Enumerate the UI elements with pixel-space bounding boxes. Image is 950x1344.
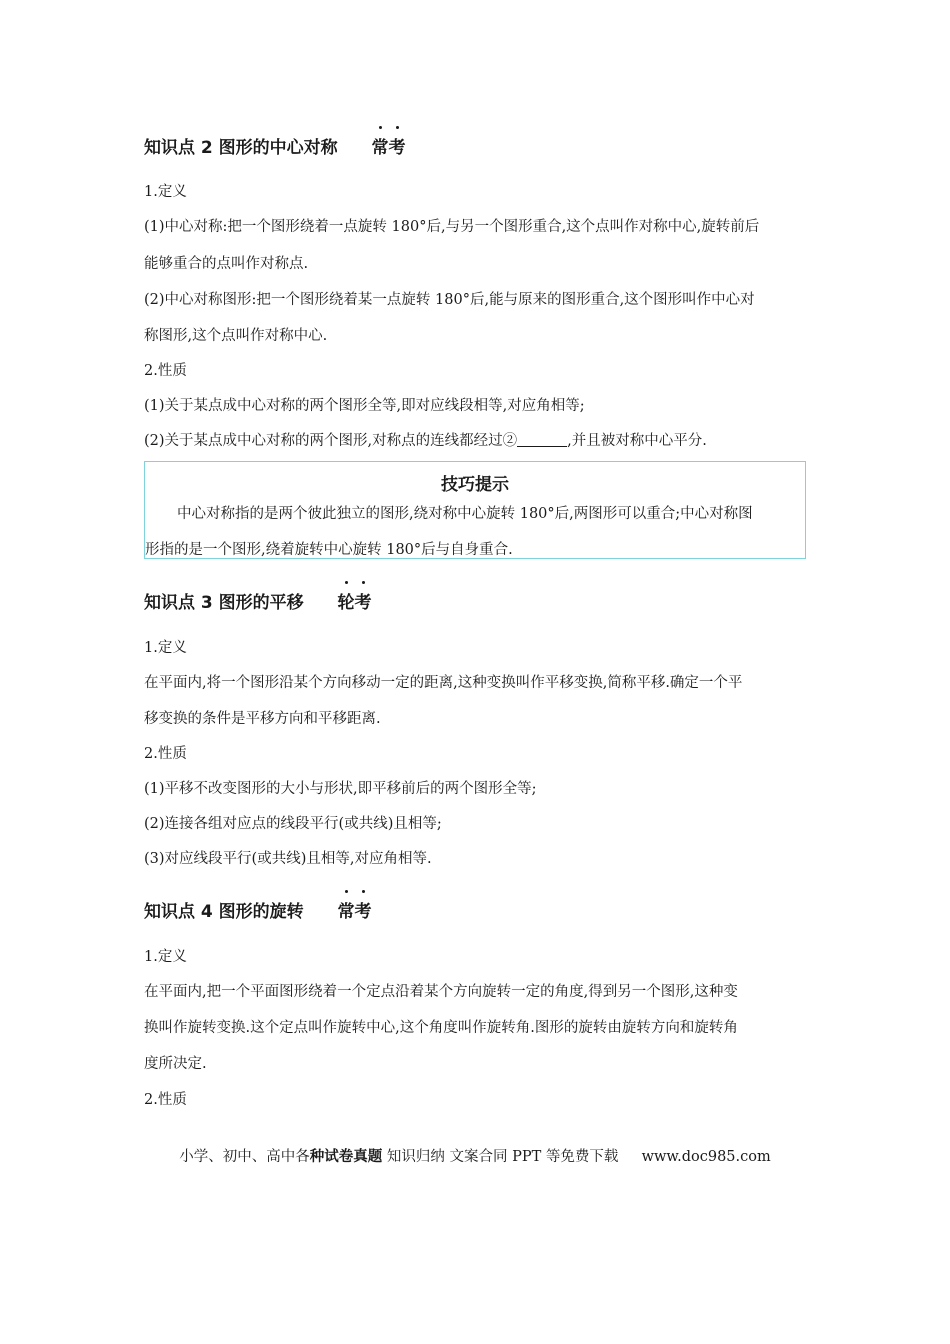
section-2-prop2-before: (2)关于某点成中心对称的两个图形,对称点的连线都经过② [144, 433, 518, 449]
section-3-prop1: (1)平移不改变图形的大小与形状,即平移前后的两个图形全等; [144, 781, 537, 797]
section-4-prop-heading: 2.性质 [144, 1092, 187, 1108]
section-2-def2-line1: (2)中心对称图形:把一个图形绕着某一点旋转 180°后,能与原来的图形重合,这个图形叫作中心对 [144, 292, 755, 308]
section-2-tag-char-2: 考 [389, 133, 406, 158]
section-4-def-line3: 度所决定. [144, 1056, 207, 1072]
section-3-tag-char-1: 轮 [338, 588, 355, 613]
tip-line1: 中心对称指的是两个彼此独立的图形,绕对称中心旋转 180°后,两图形可以重合;中心对称图 [177, 506, 753, 522]
section-3-prop-heading: 2.性质 [144, 746, 187, 762]
section-2-prop2-after: ,并且被对称中心平分. [567, 433, 707, 449]
footer-banner [0, 1145, 950, 1166]
footer-part-3: 知识归纳 [382, 1149, 450, 1165]
section-2-prop2 [144, 431, 707, 451]
section-2-def1-line2: 能够重合的点叫作对称点. [144, 256, 309, 272]
section-4-tag-char-2: 考 [355, 897, 372, 922]
section-2-def1-line1: (1)中心对称:把一个图形绕着一点旋转 180°后,与另一个图形重合,这个点叫作对称中心,旋转前后 [144, 219, 760, 235]
section-4-heading [144, 897, 372, 922]
section-3-def-line1: 在平面内,将一个图形沿某个方向移动一定的距离,这种变换叫作平移变换,简称平移.确定一个平 [144, 675, 743, 691]
section-3-title: 知识点 3 图形的平移 [144, 593, 304, 613]
tip-line2: 形指的是一个图形,绕着旋转中心旋转 180°后与自身重合. [145, 542, 513, 558]
section-3-heading [144, 588, 372, 613]
footer-part-4: 文案合同 PPT 等免费下载 [449, 1149, 619, 1165]
section-4-def-heading: 1.定义 [144, 949, 187, 965]
section-3-def-heading: 1.定义 [144, 640, 187, 656]
section-3-prop3: (3)对应线段平行(或共线)且相等,对应角相等. [144, 851, 432, 867]
section-4-title: 知识点 4 图形的旋转 [144, 902, 304, 922]
section-2-prop-heading: 2.性质 [144, 363, 187, 379]
section-4-def-line1: 在平面内,把一个平面图形绕着一个定点沿着某个方向旋转一定的角度,得到另一个图形,这种变 [144, 984, 738, 1000]
section-3-def-line2: 移变换的条件是平移方向和平移距离. [144, 711, 381, 727]
section-3-prop2: (2)连接各组对应点的线段平行(或共线)且相等; [144, 816, 442, 832]
section-3-tag-char-2: 考 [355, 588, 372, 613]
section-2-def2-line2: 称图形,这个点叫作对称中心. [144, 328, 328, 344]
tip-title: 技巧提示 [441, 475, 509, 495]
section-4-tag-char-1: 常 [338, 897, 355, 922]
section-4-def-line2: 换叫作旋转变换.这个定点叫作旋转中心,这个角度叫作旋转角.图形的旋转由旋转方向和旋转角 [144, 1020, 738, 1036]
footer-part-2: 种试卷真题 [309, 1149, 383, 1165]
section-2-tag-char-1: 常 [372, 133, 389, 158]
footer-url[interactable]: www.doc985.com [641, 1149, 771, 1165]
section-2-title: 知识点 2 图形的中心对称 [144, 138, 338, 158]
footer-part-1: 小学、初中、高中各 [179, 1149, 310, 1165]
section-2-prop1: (1)关于某点成中心对称的两个图形全等,即对应线段相等,对应角相等; [144, 398, 585, 414]
answer-blank [517, 432, 567, 447]
section-2-def-heading: 1.定义 [144, 184, 187, 200]
section-2-heading [144, 133, 406, 158]
tip-box [144, 461, 806, 559]
